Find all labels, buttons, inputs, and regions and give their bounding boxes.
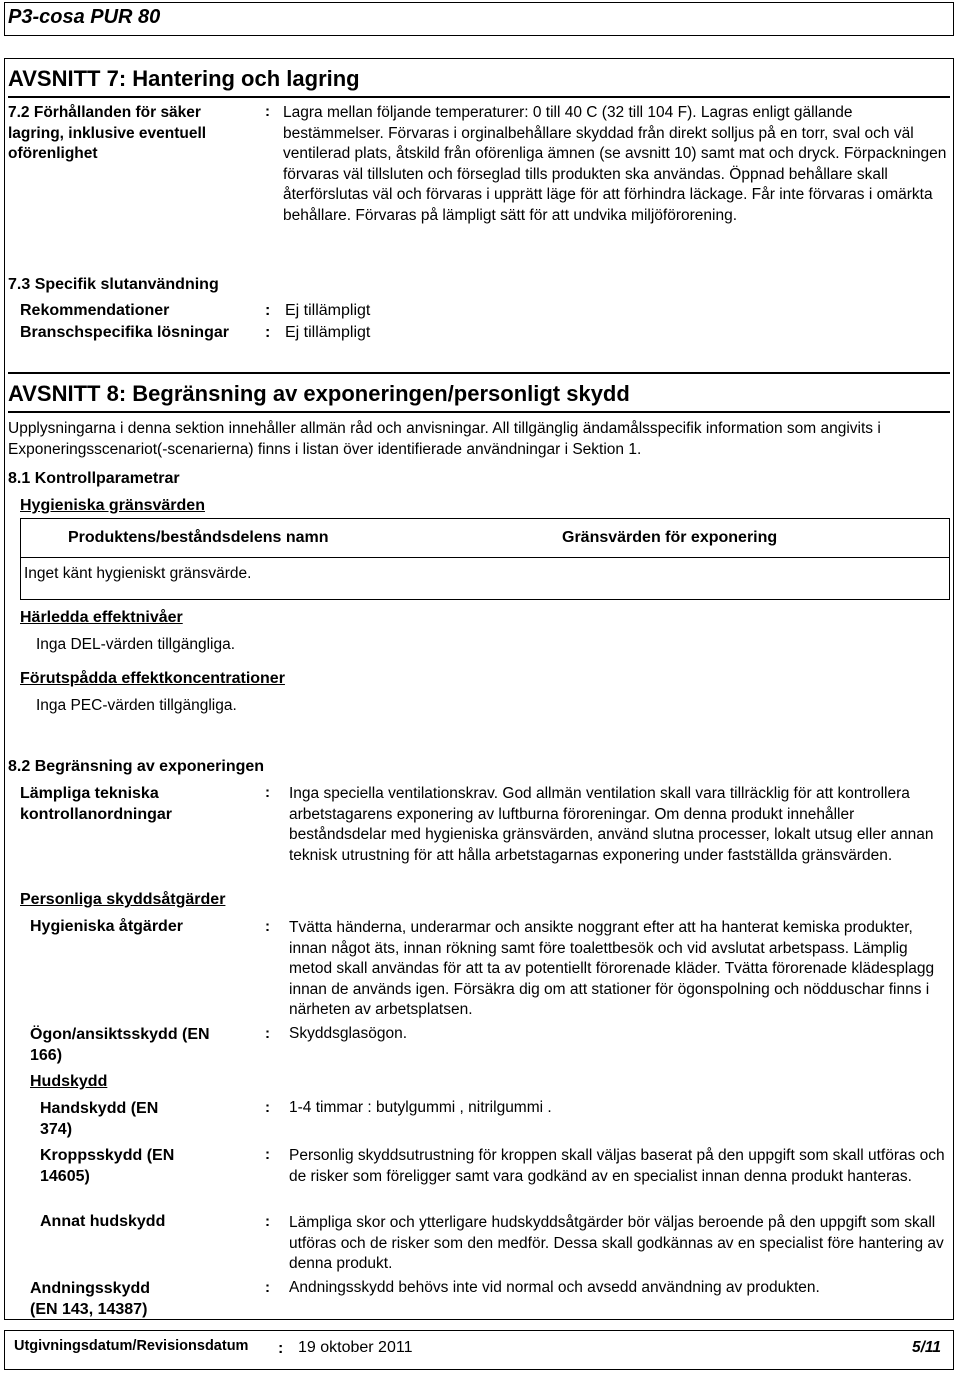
table-col-limits: Gränsvärden för exponering (562, 529, 778, 546)
recommendations-value: Ej tillämpligt (285, 302, 371, 319)
industry-solutions-label: Branschspecifika lösningar (20, 324, 229, 341)
section-7-rule (8, 96, 950, 98)
section-7-3-heading: 7.3 Specifik slutanvändning (8, 276, 219, 293)
table-row: Inget känt hygieniskt gränsvärde. (24, 565, 252, 582)
table-col-substance: Produktens/beståndsdelens namn (68, 529, 329, 546)
eye-protection-text: Skyddsglasögon. (289, 1025, 408, 1042)
pec-text: Inga PEC-värden tillgängliga. (36, 697, 237, 714)
colon: : (265, 1099, 270, 1116)
section-8-top-rule (8, 372, 950, 374)
recommendations-label: Rekommendationer (20, 302, 170, 319)
del-text: Inga DEL-värden tillgängliga. (36, 636, 236, 653)
engineering-controls-label: Lämpliga tekniska kontrollanordningar (20, 785, 172, 823)
hygiene-limits-heading: Hygieniska gränsvärden (20, 497, 205, 514)
hand-protection-label: Handskydd (EN 374) (40, 1100, 159, 1138)
section-7-2-label: 7.2 Förhållanden för säker lagring, inklusive eventuell oförenlighet (8, 104, 207, 162)
revision-date-label: Utgivningsdatum/Revisionsdatum (14, 1338, 249, 1354)
colon: : (265, 103, 270, 120)
respiratory-protection-text: Andningsskydd behövs inte vid normal och avsedd användning av produkten. (289, 1279, 820, 1296)
page-number: 5/11 (912, 1339, 942, 1356)
section-7-title: AVSNITT 7: Hantering och lagring (8, 66, 360, 91)
eye-protection-label: Ögon/ansiktsskydd (EN 166) (30, 1026, 210, 1064)
product-name: P3-cosa PUR 80 (8, 6, 161, 28)
body-protection-label: Kroppsskydd (EN 14605) (40, 1147, 175, 1185)
colon: : (265, 1025, 270, 1042)
section-8-rule (8, 411, 950, 413)
colon: : (265, 784, 270, 801)
section-8-1-heading: 8.1 Kontrollparametrar (8, 470, 180, 487)
section-8-2-heading: 8.2 Begränsning av exponeringen (8, 758, 265, 775)
colon: : (265, 1279, 270, 1296)
hygiene-measures-text: Tvätta händerna, underarmar och ansikte noggrant efter att ha hanterat kemiska produkter, innan något äts, innan rökning samt före toalettbesök och vid avslutat arbetspass. Lämplig metod skall användas för att ta av potentiellt förorenade kläder. Tvätta förorenade klädesplagg innan de används igen. Försäkra dig om att stationer för ögonspolning och nödduschar finns i närheten av arbetsplatsen. (289, 919, 935, 1018)
colon: : (265, 1213, 270, 1230)
section-8-title: AVSNITT 8: Begränsning av exponeringen/personligt skydd (8, 381, 630, 406)
revision-date-value: 19 oktober 2011 (298, 1339, 413, 1356)
table-header-rule (20, 557, 950, 558)
colon: : (265, 302, 271, 319)
respiratory-protection-label: Andningsskydd (EN 143, 14387) (30, 1280, 151, 1318)
hand-protection-text: 1-4 timmar : butylgummi , nitrilgummi . (289, 1099, 552, 1116)
hygiene-measures-label: Hygieniska åtgärder (30, 918, 183, 935)
skin-protection-heading: Hudskydd (30, 1073, 108, 1090)
section-7-2-text: Lagra mellan följande temperaturer: 0 till 40 C (32 till 104 F). Lagras enligt gällande bestämmelser. Förvaras i orginalbehållare skyddad från direkt solljus på en torr, sval och väl ventilerad plats, åtskild från oförenliga ämnen (se avsnitt 10) samt mat och dryck. Förpackningen förvaras väl tillsluten och förseglad tills produkten ska användas. Öppnad behållare skall återförslutas väl och förvaras i upprätt läge för att förhindra läckage. Får inte förvaras i omärkta behållare. Förvaras på lämpligt sätt för att undvika miljöförorening. (283, 104, 947, 224)
section-8-intro: Upplysningarna i denna sektion innehåller allmän råd och anvisningar. All tillgänglig ändamålsspecifik information som angivits i Exponeringsscenariot(-scenarierna) finns i listan över identifierade användningar i Sektion 1. (8, 420, 881, 458)
industry-solutions-value: Ej tillämpligt (285, 324, 371, 341)
other-skin-protection-label: Annat hudskydd (40, 1213, 166, 1230)
colon: : (278, 1340, 284, 1357)
colon: : (265, 918, 270, 935)
engineering-controls-text: Inga speciella ventilationskrav. God allmän ventilation skall vara tillräcklig för att kontrollera arbetstagarens exponering av luftburna föroreningar. Om denna produkt innehåller beståndsdelar med hygieniska gränsvärden, använd slutna processer, lokalt utsug eller annan teknisk utrustning för att hålla arbetstagarnas exponering under fastställda gränsvärden. (289, 785, 934, 864)
colon: : (265, 1146, 270, 1163)
other-skin-protection-text: Lämpliga skor och ytterligare hudskyddsåtgärder bör väljas beroende på den uppgift som skall utföras och de risker som den medför. Dessa skall godkännas av en specialist före hantering av denna produkt. (289, 1214, 944, 1272)
colon: : (265, 324, 271, 341)
del-heading: Härledda effektnivåer (20, 609, 183, 626)
personal-protection-heading: Personliga skyddsåtgärder (20, 891, 226, 908)
body-protection-text: Personlig skyddsutrustning för kroppen skall väljas baserat på den uppgift som skall utföras och de risker som föreligger samt vara godkänd av en specialist innan denna produkt hanteras. (289, 1147, 945, 1185)
pec-heading: Förutspådda effektkoncentrationer (20, 670, 285, 687)
